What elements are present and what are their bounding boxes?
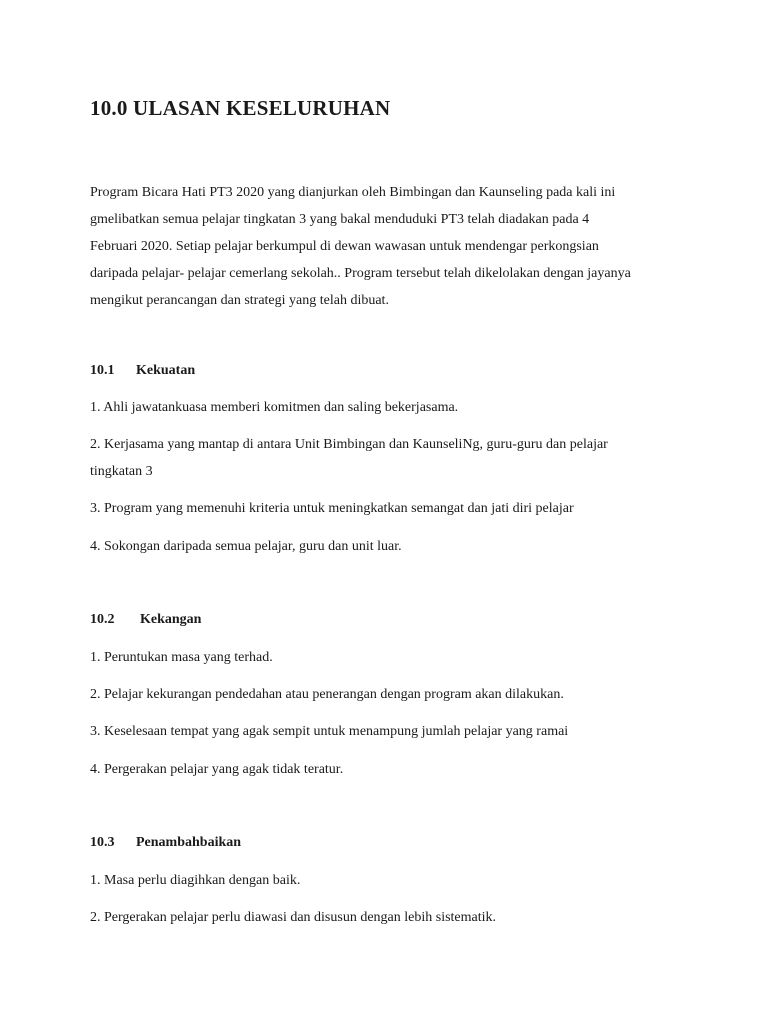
section-number: 10.3	[90, 835, 115, 850]
section-number: 10.2	[90, 612, 115, 627]
list-item: 4. Sokongan daripada semua pelajar, guru dan unit luar.	[90, 539, 402, 554]
list-item: 1. Masa perlu diagihkan dengan baik.	[90, 873, 301, 888]
intro-line: daripada pelajar- pelajar cemerlang sekolah.. Program tersebut telah dikelolakan dengan jayanya	[90, 266, 631, 281]
page-title: 10.0 ULASAN KESELURUHAN	[90, 96, 391, 120]
section-number: 10.1	[90, 363, 115, 378]
list-item: 2. Kerjasama yang mantap di antara Unit Bimbingan dan KaunseliNg, guru-guru dan pelajar	[90, 437, 608, 452]
section-heading-penambahbaikan	[90, 835, 241, 851]
list-item: 2. Pelajar kekurangan pendedahan atau penerangan dengan program akan dilakukan.	[90, 687, 564, 702]
intro-line: mengikut perancangan dan strategi yang telah dibuat.	[90, 293, 389, 308]
list-item: 4. Pergerakan pelajar yang agak tidak teratur.	[90, 762, 344, 777]
intro-paragraph	[90, 179, 690, 314]
list-item: 3. Keselesaan tempat yang agak sempit untuk menampung jumlah pelajar yang ramai	[90, 724, 569, 739]
intro-line: Program Bicara Hati PT3 2020 yang dianjurkan oleh Bimbingan dan Kaunseling pada kali ini	[90, 185, 616, 200]
list-item: 3. Program yang memenuhi kriteria untuk meningkatkan semangat dan jati diri pelajar	[90, 501, 574, 516]
intro-line: Februari 2020. Setiap pelajar berkumpul di dewan wawasan untuk mendengar perkongsian	[90, 239, 599, 254]
list-item: 2. Pergerakan pelajar perlu diawasi dan disusun dengan lebih sistematik.	[90, 910, 497, 925]
list-item: tingkatan 3	[90, 464, 153, 479]
list-item: 1. Ahli jawatankuasa memberi komitmen dan saling bekerjasama.	[90, 400, 459, 415]
section-title: Kekangan	[140, 612, 202, 627]
section-heading-kekangan	[90, 612, 201, 628]
section-title: Kekuatan	[136, 363, 196, 378]
section-heading-kekuatan	[90, 363, 195, 379]
section-title: Penambahbaikan	[136, 835, 242, 850]
list-item: 1. Peruntukan masa yang terhad.	[90, 650, 273, 665]
intro-line: gmelibatkan semua pelajar tingkatan 3 yang bakal menduduki PT3 telah diadakan pada 4	[90, 212, 590, 227]
